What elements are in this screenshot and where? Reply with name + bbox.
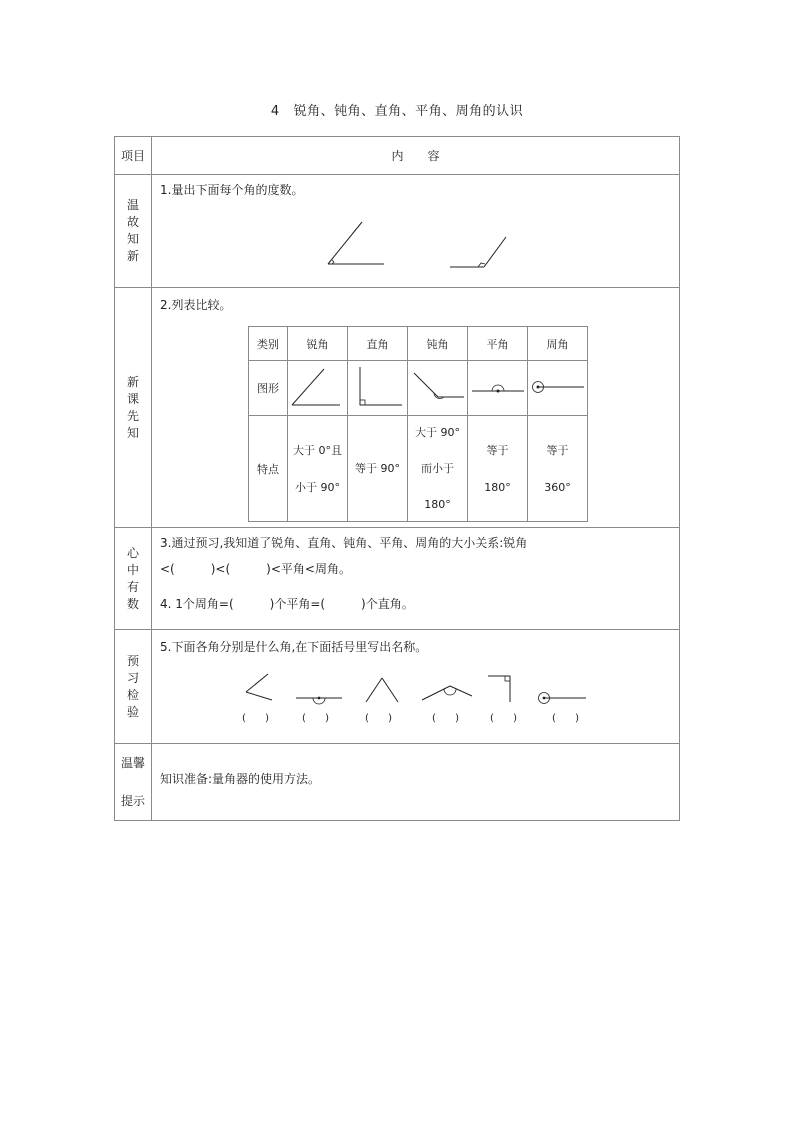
- feature-straight: 等于 180°: [468, 416, 528, 522]
- worksheet-table: [114, 136, 680, 821]
- row-label-review: 温故知新: [115, 175, 152, 288]
- row-label-preview: 新课先知: [115, 288, 152, 528]
- compare-header-acute: 锐角: [288, 327, 348, 361]
- shape-straight: [468, 361, 528, 416]
- row-summary-content: [152, 528, 680, 630]
- question-2-text: 2.列表比较。: [160, 298, 232, 312]
- feature-obtuse: 大于 90° 而小于 180°: [408, 416, 468, 522]
- answer-blank-1[interactable]: ( ): [242, 713, 277, 724]
- compare-shape-label: 图形: [249, 361, 288, 416]
- row-review-content: [152, 175, 680, 288]
- compare-header-obtuse: 钝角: [408, 327, 468, 361]
- question-1-text: 1.量出下面每个角的度数。: [160, 183, 304, 197]
- right-angle-figure: [356, 365, 404, 409]
- answer-blank-5[interactable]: ( ): [490, 713, 525, 724]
- question-3-line1: 3.通过预习,我知道了锐角、直角、钝角、平角、周角的大小关系:锐角: [160, 536, 528, 550]
- compare-feature-label: 特点: [249, 416, 288, 522]
- full-angle-figure: [530, 377, 586, 397]
- straight-angle-figure: [470, 379, 526, 395]
- compare-header-full: 周角: [528, 327, 588, 361]
- row-label-tips: 温馨 提示: [115, 744, 152, 821]
- angle-figure-acute: [322, 220, 392, 270]
- shape-obtuse: [408, 361, 468, 416]
- question-4-text: 4. 1个周角=( )个平角=( )个直角。: [160, 597, 414, 611]
- question-3-line2: <( )<( )<平角<周角。: [160, 562, 351, 576]
- answer-blank-3[interactable]: ( ): [365, 713, 400, 724]
- row-check-content: [152, 630, 680, 744]
- tips-text: 知识准备:量角器的使用方法。: [160, 772, 321, 786]
- feature-full: 等于 360°: [528, 416, 588, 522]
- check-angle-5: [486, 674, 516, 704]
- shape-full: [528, 361, 588, 416]
- angle-figure-obtuse: [448, 235, 518, 271]
- compare-header-category: 类别: [249, 327, 288, 361]
- feature-acute: 大于 0°且 小于 90°: [288, 416, 348, 522]
- acute-angle-figure: [290, 367, 345, 409]
- header-item: 项目: [115, 137, 152, 175]
- check-angle-3: [364, 676, 400, 704]
- header-content: [152, 137, 680, 175]
- title-number: 4: [270, 104, 280, 119]
- compare-header-straight: 平角: [468, 327, 528, 361]
- row-label-check: 预习检验: [115, 630, 152, 744]
- check-angle-1: [242, 672, 276, 702]
- feature-right: 等于 90°: [348, 416, 408, 522]
- compare-table: [248, 326, 588, 522]
- row-preview-content: [152, 288, 680, 528]
- check-angle-4: [420, 682, 474, 702]
- header-content-text: 内 容: [391, 149, 440, 163]
- check-angle-2: [294, 688, 344, 702]
- question-5-text: 5.下面各角分别是什么角,在下面括号里写出名称。: [160, 640, 428, 654]
- row-label-summary: 心中有数: [115, 528, 152, 630]
- page-title: [0, 100, 794, 119]
- compare-header-right: 直角: [348, 327, 408, 361]
- answer-blank-2[interactable]: ( ): [302, 713, 337, 724]
- shape-right: [348, 361, 408, 416]
- obtuse-angle-figure: [412, 371, 466, 401]
- shape-acute: [288, 361, 348, 416]
- title-text: 锐角、钝角、直角、平角、周角的认识: [293, 104, 524, 119]
- answer-blank-4[interactable]: ( ): [432, 713, 467, 724]
- check-angle-6: [536, 690, 588, 706]
- answer-blank-6[interactable]: ( ): [552, 713, 587, 724]
- row-tips-content: [152, 744, 680, 821]
